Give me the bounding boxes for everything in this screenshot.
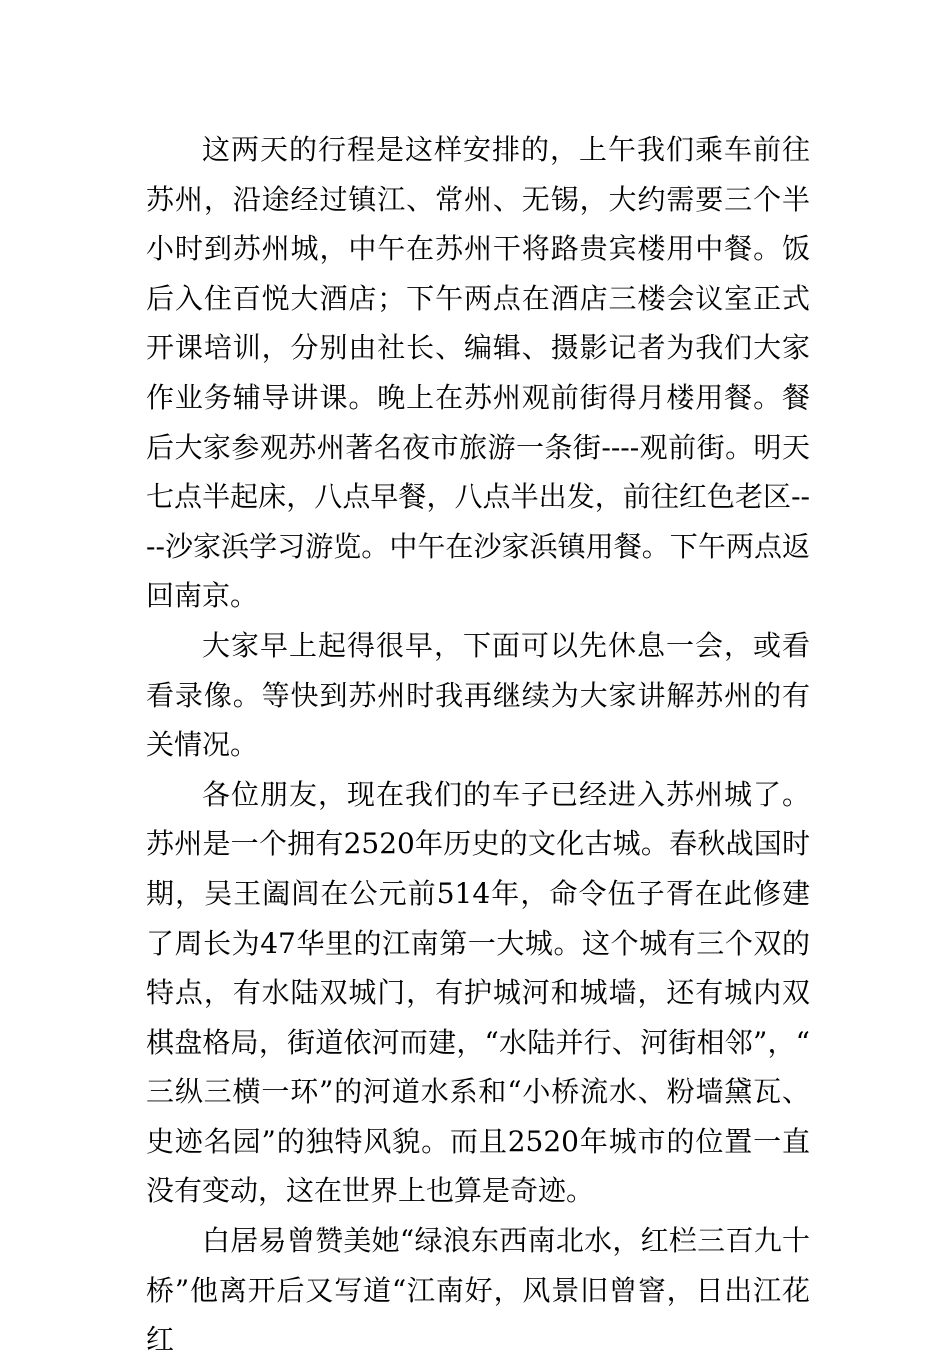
paragraph-bai-juyi-poem: 白居易曾赞美她“绿浪东西南北水，红栏三百九十桥”他离开后又写道“江南好，风景旧曾窨，日出江花红 xyxy=(146,1224,810,1357)
paragraph-rest-notice: 大家早上起得很早，下面可以先休息一会，或看看录像。等快到苏州时我再继续为大家讲解苏州的有关情况。 xyxy=(146,628,810,762)
paragraph-itinerary: 这两天的行程是这样安排的，上午我们乘车前往苏州，沿途经过镇江、常州、无锡，大约需要三个半小时到苏州城，中午在苏州干将路贵宾楼用中餐。饭后入住百悦大酒店；下午两点在酒店三楼会议室正式开课培训，分别由社长、编辑、摄影记者为我们大家作业务辅导讲课。晚上在苏州观前街得月楼用餐。餐后大家参观苏州著名夜市旅游一条街----观前街。明天七点半起床，八点早餐，八点半出发，前往红色老区----沙家浜学习游览。中午在沙家浜镇用餐。下午两点返回南京。 xyxy=(146,133,810,613)
document-page xyxy=(146,125,810,1365)
paragraph-suzhou-history: 各位朋友，现在我们的车子已经进入苏州城了。苏州是一个拥有2520年历史的文化古城。春秋战国时期，吴王阖闾在公元前514年，命令伍子胥在此修建了周长为47华里的江南第一大城。这个城有三个双的特点，有水陆双城门，有护城河和城墙，还有城内双棋盘格局，街道依河而建，“水陆并行、河街相邻”，“三纵三横一环”的河道水系和“小桥流水、粉墙黛瓦、史迹名园”的独特风貌。而且2520年城市的位置一直没有变动，这在世界上也算是奇迹。 xyxy=(146,777,810,1208)
